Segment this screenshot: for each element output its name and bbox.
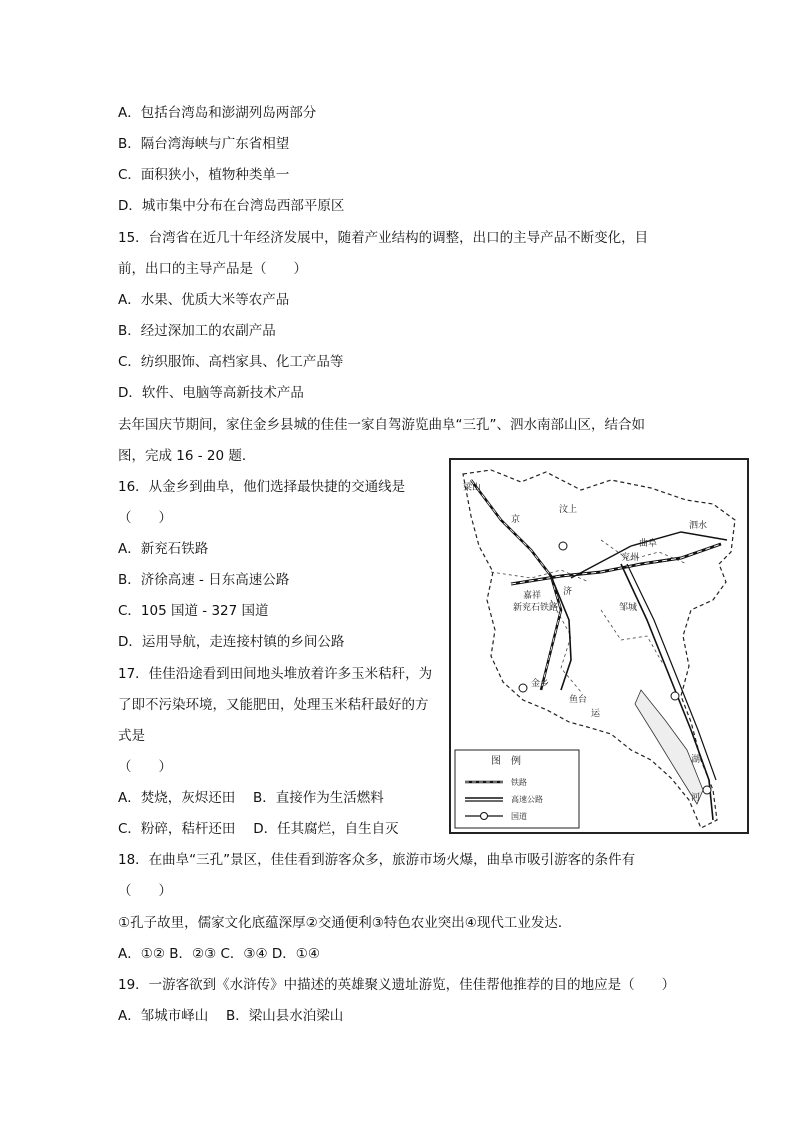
label-wenshang: 汶上	[559, 505, 578, 515]
q16-option-d: D．运用导航，走连接村镇的乡间公路	[118, 634, 345, 650]
q15-option-d: D．软件、电脑等高新技术产品	[118, 385, 304, 401]
q15-stem-line2: 前，出口的主导产品是（ ）	[118, 261, 307, 277]
q17-stem-line1: 17．佳佳沿途看到田间地头堆放着许多玉米秸秆，为	[118, 666, 433, 682]
label-yutai: 鱼台	[569, 695, 588, 705]
lake	[635, 690, 703, 804]
road-marker-4	[703, 786, 711, 794]
q17-options-row1: A．焚烧，灰烬还田 B．直接作为生活燃料	[118, 790, 384, 806]
label-yanzhou: 兖州	[621, 553, 640, 563]
legend-national-road: 国道	[511, 812, 527, 821]
q16-stem: 16．从金乡到曲阜，他们选择最快捷的交通线是	[118, 479, 406, 495]
q14-option-d: D．城市集中分布在台湾岛西部平原区	[118, 198, 345, 214]
q16-option-b: B．济徐高速 - 日东高速公路	[118, 572, 290, 588]
q16-paren: （ ）	[118, 510, 172, 526]
intro-line2: 图，完成 16 - 20 题．	[118, 448, 256, 464]
label-xinyanshi: 新兖石铁路	[513, 603, 559, 613]
q19-options: A．邹城市峄山 B．梁山县水泊梁山	[118, 1008, 344, 1024]
map-drawing	[451, 460, 747, 832]
label-zoucheng: 邹城	[619, 603, 638, 613]
legend-railway: 铁路	[511, 778, 527, 787]
q14-option-b: B．隔台湾海峡与广东省相望	[118, 136, 290, 152]
label-liangshan: 梁山	[463, 483, 482, 493]
q17-stem-line3: 式是	[118, 728, 145, 744]
q16-option-c: C．105 国道 - 327 国道	[118, 603, 269, 619]
q15-stem-line1: 15．台湾省在近几十年经济发展中，随着产业结构的调整，出口的主导产品不断变化，目	[118, 230, 649, 246]
q15-option-b: B．经过深加工的农副产品	[118, 323, 276, 339]
label-hu: 湖	[691, 755, 701, 765]
label-jinxiang: 金乡	[531, 679, 550, 689]
q15-option-c: C．纺织服饰、高档家具、化工产品等	[118, 354, 344, 370]
legend-expressway: 高速公路	[511, 795, 543, 804]
legend-title: 图 例	[491, 756, 521, 767]
railway-north-south	[471, 480, 561, 690]
q17-stem-line2: 了即不污染环境，又能肥田，处理玉米秸秆最好的方	[118, 697, 429, 713]
intro-line1: 去年国庆节期间，家住金乡县城的佳佳一家自驾游览曲阜“三孔”、泗水南部山区，结合如	[118, 417, 645, 433]
road-marker-2	[519, 684, 527, 692]
region-map	[449, 458, 749, 834]
q19-stem: 19．一游客欲到《水浒传》中描述的英雄聚义遗址游览，佳佳帮他推荐的目的地应是（ ）	[118, 977, 676, 993]
q14-option-a: A．包括台湾岛和澎湖列岛两部分	[118, 105, 317, 121]
label-yun: 运	[591, 709, 601, 719]
label-he: 河	[691, 793, 701, 803]
q17-options-row2: C．粉碎，秸杆还田 D．任其腐烂，自生自灭	[118, 821, 399, 837]
q18-paren: （ ）	[118, 883, 172, 899]
road-marker-3	[671, 692, 679, 700]
label-jiaxiang: 嘉祥	[523, 591, 542, 601]
road-marker-1	[559, 542, 567, 550]
q18-stem: 18．在曲阜“三孔”景区，佳佳看到游客众多，旅游市场火爆，曲阜市吸引游客的条件有	[118, 852, 636, 868]
q18-options: A．①② B．②③ C．③④ D．①④	[118, 946, 321, 962]
q14-option-c: C．面积狭小，植物种类单一	[118, 167, 290, 183]
label-jing: 京	[511, 515, 521, 525]
label-sishui: 泗水	[689, 521, 708, 531]
q16-option-a: A．新兖石铁路	[118, 541, 209, 557]
label-qufu: 曲阜	[639, 539, 658, 549]
q18-conditions: ①孔子故里，儒家文化底蕴深厚②交通便利③特色农业突出④现代工业发达．	[118, 915, 572, 931]
q17-paren: （ ）	[118, 759, 172, 775]
q15-option-a: A．水果、优质大米等农产品	[118, 292, 290, 308]
label-ji: 济	[563, 587, 573, 597]
